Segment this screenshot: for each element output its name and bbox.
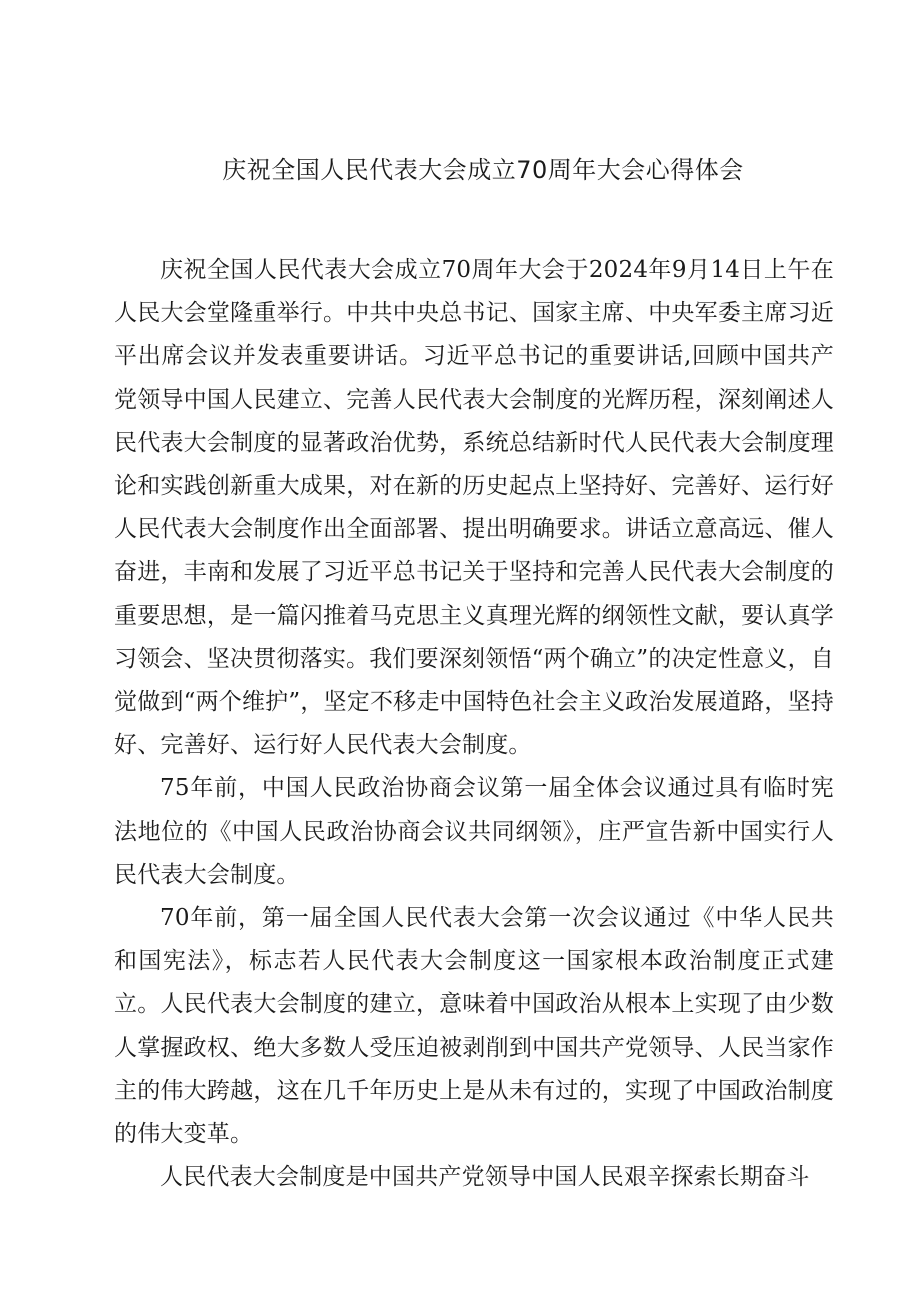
document-title: 庆祝全国人民代表大会成立70周年大会心得体会 — [222, 156, 744, 184]
paragraph-2: 75年前，中国人民政治协商会议第一届全体会议通过具有临时宪法地位的《中国人民政治协商会议共同纲领》，庄严宣告新中国实行人民代表大会制度。 — [114, 775, 834, 888]
paragraph-4: 人民代表大会制度是中国共产党领导中国人民艰辛探索长期奋斗 — [160, 1164, 810, 1191]
paragraph-1: 庆祝全国人民代表大会成立70周年大会于2024年9月14日上午在人民大会堂隆重举行。中共中央总书记、国家主席、中央军委主席习近平出席会议并发表重要讲话。习近平总书记的重要讲话,回顾中国共产党领导中国人民建立、完善人民代表大会制度的光辉历程，深刻阐述人民代表大会制度的显著政治优势，系统总结新时代人民代表大会制度理论和实践创新重大成果，对在新的历史起点上坚持好、完善好、运行好人民代表大会制度作出全面部署、提出明确要求。讲话立意高远、催人奋进，丰南和发展了习近平总书记关于坚持和完善人民代表大会制度的重要思想，是一篇闪推着马克思主义真理光辉的纲领性文献，要认真学习领会、坚决贯彻落实。我们要深刻领悟“两个确立”的决定性意义，自觉做到“两个维护”，坚定不移走中国特色社会主义政治发展道路，坚持好、完善好、运行好人民代表大会制度。 — [114, 257, 834, 759]
paragraph-3: 70年前，第一届全国人民代表大会第一次会议通过《中华人民共和国宪法》，标志若人民代表大会制度这一国家根本政治制度正式建立。人民代表大会制度的建立，意味着中国政治从根本上实现了由少数人掌握政权、绝大多数人受压迫被剥削到中国共产党领导、人民当家作主的伟大跨越，这在几千年历史上是从未有过的，实现了中国政治制度的伟大变革。 — [114, 905, 834, 1148]
